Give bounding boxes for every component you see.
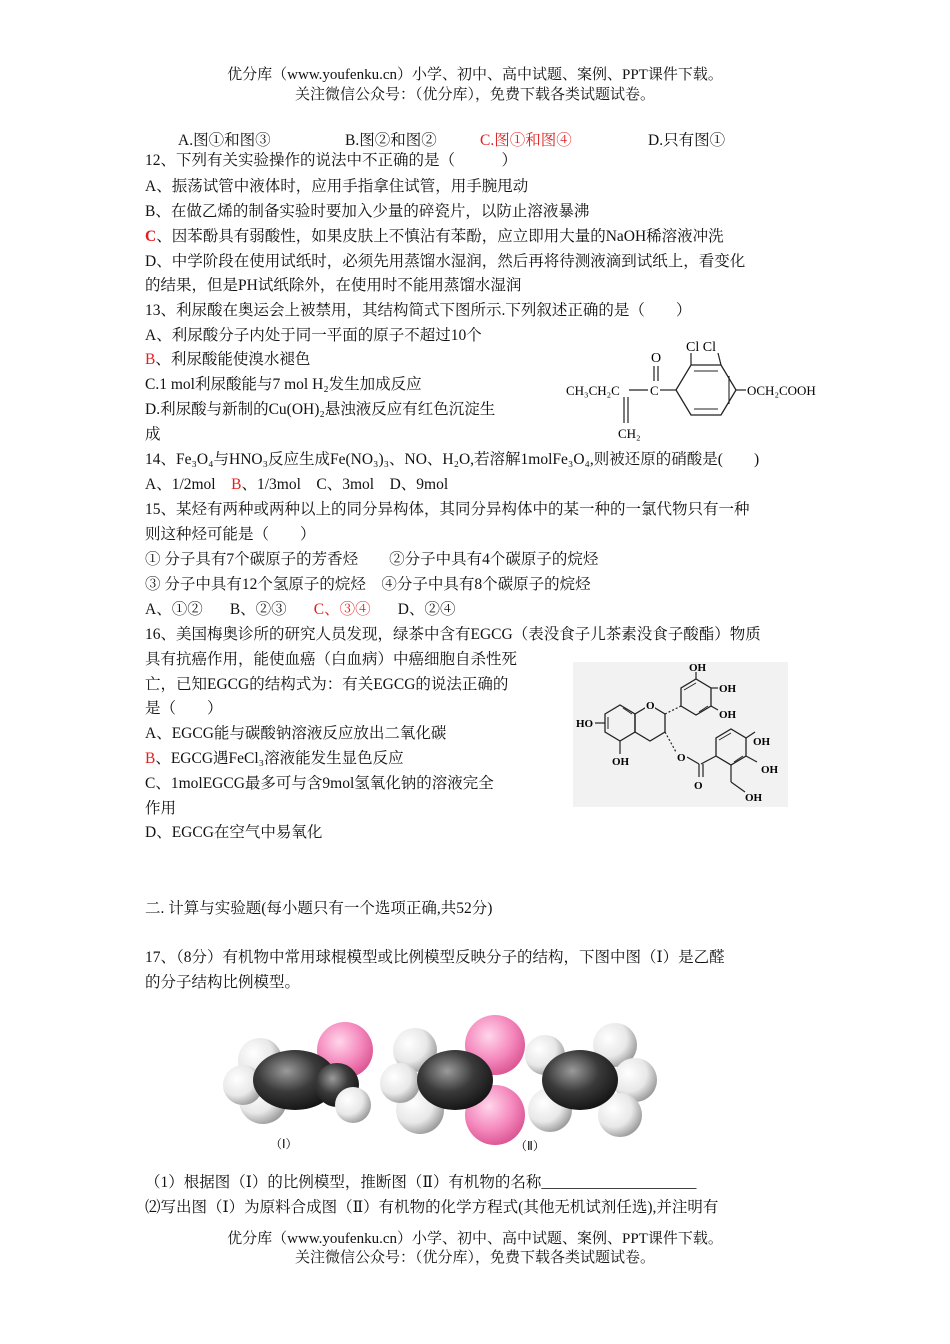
q14-option-b-letter: B <box>231 476 242 493</box>
q15-options <box>145 600 455 620</box>
q13-option-a: A、利尿酸分子内处于同一平面的原子不超过10个 <box>145 327 482 344</box>
q11-option-a: A.图①和图③ <box>178 132 271 149</box>
q15-stem-line1: 15、某烃有两种或两种以上的同分异构体，其同分异构体中的某一种的一氯代物只有一种 <box>145 501 750 518</box>
q11-option-d: D.只有图① <box>648 132 726 149</box>
q16-option-c-line2: 作用 <box>145 800 177 817</box>
q17-stem-line1: 17、（8分）有机物中常用球棍模型或比例模型反映分子的结构，下图中图（Ⅰ）是乙醛 <box>145 949 725 966</box>
q13-option-d-line1: D.利尿酸与新制的Cu(OH)₂悬浊液反应有红色沉淀生 <box>145 401 496 418</box>
q13-option-c: C.1 mol利尿酸能与7 mol H₂发生加成反应 <box>145 376 422 393</box>
q16-stem-line3: 亡，已知EGCG的结构式为：有关EGCG的说法正确的 <box>145 676 509 693</box>
q15-choices-line2: ③ 分子中具有12个氢原子的烷烃 ④分子中具有8个碳原子的烷烃 <box>145 576 591 593</box>
q12-option-c-text: 、因苯酚具有弱酸性，如果皮肤上不慎沾有苯酚，应立即用大量的NaOH稀溶液冲洗 <box>156 228 724 245</box>
q12-option-d-line1: D、中学阶段在使用试纸时，必须先用蒸馏水湿润，然后再将待测液滴到试纸上，看变化 <box>145 253 746 270</box>
ethacrynic-acid-structure <box>560 335 840 445</box>
structure-right-label: OCH₂COOH <box>747 383 816 398</box>
egcg-ester-o-label: O <box>677 752 686 764</box>
egcg-oh-b3-label: OH <box>719 709 737 721</box>
structure-cl-label: Cl Cl <box>686 340 716 355</box>
model-ii-label: （Ⅱ） <box>515 1139 545 1153</box>
q13-option-d-line2: 成 <box>145 426 161 443</box>
q16-stem-line1: 16、美国梅奥诊所的研究人员发现，绿茶中含有EGCG（表没食子儿茶素没食子酸酯）物质 <box>145 626 761 643</box>
egcg-oh-b2-label: OH <box>719 683 737 695</box>
q16-option-c-line1: C、1molEGCG最多可与含9mol氢氧化钠的溶液完全 <box>145 775 494 792</box>
q14-option-b-text: 、1/3mol <box>241 476 301 493</box>
q16-option-b <box>145 749 404 769</box>
structure-o-label: O <box>651 351 662 366</box>
q12-option-c-letter: C <box>145 228 157 245</box>
q13-stem: 13、利尿酸在奥运会上被禁用，其结构简式下图所示.下列叙述正确的是（ ） <box>145 302 692 319</box>
q16-option-a: A、EGCG能与碳酸钠溶液反应放出二氧化碳 <box>145 725 447 742</box>
header-line-1: 优分库（www.youfenku.cn）小学、初中、高中试题、案例、PPT课件下载。 <box>227 67 723 83</box>
q14-option-c: C、3mol <box>316 476 375 493</box>
footer-line-2: 关注微信公众号：（优分库），免费下载各类试题试卷。 <box>294 1250 655 1266</box>
egcg-carbonyl-o-label: O <box>694 780 703 792</box>
egcg-oh-d1-label: OH <box>753 736 771 748</box>
q17-part-2: ⑵写出图（Ⅰ）为原料合成图（Ⅱ）有机物的化学方程式(其他无机试剂任选),并注明有 <box>145 1199 719 1216</box>
q14-option-a: A、1/2mol <box>145 476 216 493</box>
q12-option-b: B、在做乙烯的制备实验时要加入少量的碎瓷片，以防止溶液暴沸 <box>145 203 590 220</box>
q12-stem: 12、下列有关实验操作的说法中不正确的是（ ） <box>145 152 518 169</box>
egcg-ring-o-label: O <box>646 700 655 712</box>
model-i-label: （Ⅰ） <box>270 1137 298 1151</box>
q13-option-b <box>145 350 310 370</box>
space-filling-models-figure <box>215 1005 685 1165</box>
q15-option-b: B、②③ <box>229 601 287 618</box>
section-2-title: 二. 计算与实验题(每小题只有一个选项正确,共52分) <box>145 900 493 917</box>
q15-option-a: A、①② <box>145 601 203 618</box>
q12-option-c <box>145 227 724 247</box>
q16-option-b-text: 、EGCG遇FeCl₃溶液能发生显色反应 <box>155 750 404 767</box>
structure-c-label: C <box>650 383 659 398</box>
q16-option-b-letter: B <box>145 750 156 767</box>
q15-option-c: C、③④ <box>313 601 371 618</box>
q17-part-1: （1）根据图（Ⅰ）的比例模型，推断图（Ⅱ）有机物的名称____________________ <box>145 1174 697 1191</box>
q11-option-b: B.图②和图② <box>345 132 437 149</box>
egcg-structure <box>573 662 788 807</box>
q13-option-b-letter: B <box>145 351 156 368</box>
q14-stem: 14、Fe₃O₄与HNO₃反应生成Fe(NO₃)₃、NO、H₂O,若溶解1molFe₃O₄,则被还原的硝酸是( ) <box>145 451 760 468</box>
egcg-oh-d3-label: OH <box>745 792 763 804</box>
egcg-ho-label: HO <box>576 718 594 730</box>
structure-ch2-label: CH₂ <box>618 426 641 441</box>
model-i-acetaldehyde <box>223 1022 373 1124</box>
q15-option-d: D、②④ <box>397 601 456 618</box>
header-line-2: 关注微信公众号：（优分库），免费下载各类试题试卷。 <box>294 87 655 103</box>
q16-stem-line2: 具有抗癌作用，能使血癌（白血病）中癌细胞自杀性死 <box>145 651 518 668</box>
q17-stem-line2: 的分子结构比例模型。 <box>145 974 301 991</box>
q15-choices-line1: ① 分子具有7个碳原子的芳香烃 ②分子中具有4个碳原子的烷烃 <box>145 551 599 568</box>
q12-option-a: A、振荡试管中液体时，应用手指拿住试管，用手腕甩动 <box>145 178 529 195</box>
q14-option-d: D、9mol <box>389 476 449 493</box>
q16-stem-line4: 是（ ） <box>145 700 223 717</box>
q14-options <box>145 475 448 495</box>
model-ii-molecule <box>380 1015 657 1145</box>
structure-left-label: CH₃CH₂C <box>566 383 620 398</box>
footer-line-1: 优分库（www.youfenku.cn）小学、初中、高中试题、案例、PPT课件下载。 <box>227 1231 723 1247</box>
egcg-oh-bottom-label: OH <box>612 756 630 768</box>
q16-option-d: D、EGCG在空气中易氧化 <box>145 824 323 841</box>
q12-option-d-line2: 的结果，但是PH试纸除外，在使用时不能用蒸馏水湿润 <box>145 277 522 294</box>
q13-option-b-text: 、利尿酸能使溴水褪色 <box>155 351 311 368</box>
q11-option-c-text: C.图①和图④ <box>480 132 572 149</box>
egcg-oh-d2-label: OH <box>761 764 779 776</box>
q15-stem-line2: 则这种烃可能是（ ） <box>145 526 316 543</box>
egcg-oh-b1-label: OH <box>689 662 707 674</box>
q11-option-c <box>480 128 572 150</box>
